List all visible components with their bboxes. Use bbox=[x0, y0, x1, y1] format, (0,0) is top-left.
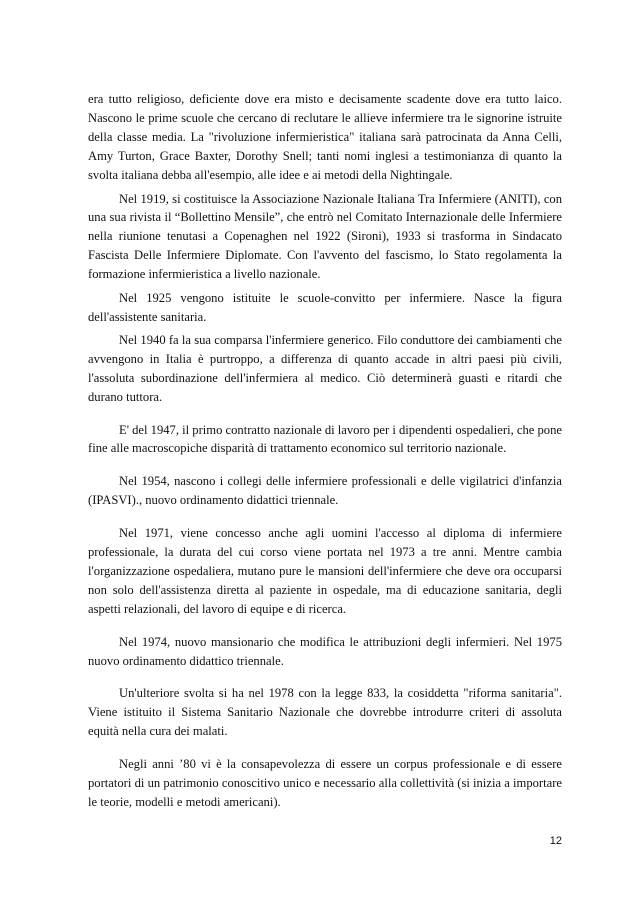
body-text bbox=[88, 90, 562, 812]
paragraph-1974: Nel 1974, nuovo mansionario che modifica le attribuzioni degli infermieri. Nel 1975 nuovo ordinamento didattico triennale. bbox=[88, 634, 562, 668]
paragraph-anni-80: Negli anni ’80 vi è la consapevolezza di essere un corpus professionale e di essere portatori di un patrimonio conoscitivo unico e necessario alla collettività (si inizia a importare le teorie, modelli e metodi americani). bbox=[88, 757, 562, 809]
paragraph-1971: Nel 1971, viene concesso anche agli uomini l'accesso al diploma di infermiere professionale, la durata del cui corso viene portata nel 1973 a tre anni. Mentre cambia l'organizzazione ospedaliera, mutano pure le mansioni dell'infermiere che deve ora occuparsi non solo dell'assistenza diretta al paziente in ospedale, ma di educazione sanitaria, degli aspetti relazionali, del lavoro di equipe e di ricerca. bbox=[88, 526, 562, 616]
paragraph-1925: Nel 1925 vengono istituite le scuole-convitto per infermiere. Nasce la figura dell'assistente sanitaria. bbox=[88, 291, 562, 324]
paragraph-1947: E' del 1947, il primo contratto nazionale di lavoro per i dipendenti ospedalieri, che pone fine alle macroscopiche disparità di trattamento economico sul territorio nazionale. bbox=[88, 422, 562, 456]
paragraph-intro-continuation: era tutto religioso, deficiente dove era misto e decisamente scadente dove era tutto laico. Nascono le prime scuole che cercano di reclutare le allieve infermiere tra le signorine istruite della classe media. La "rivoluzione infermieristica" italiana sarà patrocinata da Anna Celli, Amy Turton, Grace Baxter, Dorothy Snell; tanti nomi inglesi a testimonianza di quanto la svolta italiana debba all'esempio, alle idee e ai metodi della Nightingale. bbox=[88, 92, 562, 182]
paragraph-1940: Nel 1940 fa la sua comparsa l'infermiere generico. Filo conduttore dei cambiamenti che avvengono in Italia è purtroppo, a differenza di quanto accade in altri paesi più civili, l'assoluta subordinazione dell'infermiera al medico. Ciò determinerà guasti e ritardi che durano tuttora. bbox=[88, 332, 562, 404]
paragraph-1978: Un'ulteriore svolta si ha nel 1978 con la legge 833, la cosiddetta "riforma sanitaria". Viene istituito il Sistema Sanitario Nazionale che dovrebbe introdurre criteri di assoluta equità nella cura dei malati. bbox=[88, 686, 562, 739]
paragraph-1919: Nel 1919, si costituisce la Associazione Nazionale Italiana Tra Infermiere (ANITI), con una sua rivista il “Bollettino Mensile”, che entrò nel Comitato Internazionale delle Infermiere nella riunione tenutasi a Copenaghen nel 1922 (Sironi), 1933 si trasforma in Sindacato Fascista Delle Infermiere Diplomate. Con l'avvento del fascismo, lo Stato regolamenta la formazione infermieristica a livello nazionale. bbox=[88, 191, 562, 282]
paragraph-1954: Nel 1954, nascono i collegi delle infermiere professionali e delle vigilatrici d'infanzia (IPASVI)., nuovo ordinamento didattici triennale. bbox=[88, 474, 562, 508]
page-number: 12 bbox=[549, 835, 562, 847]
